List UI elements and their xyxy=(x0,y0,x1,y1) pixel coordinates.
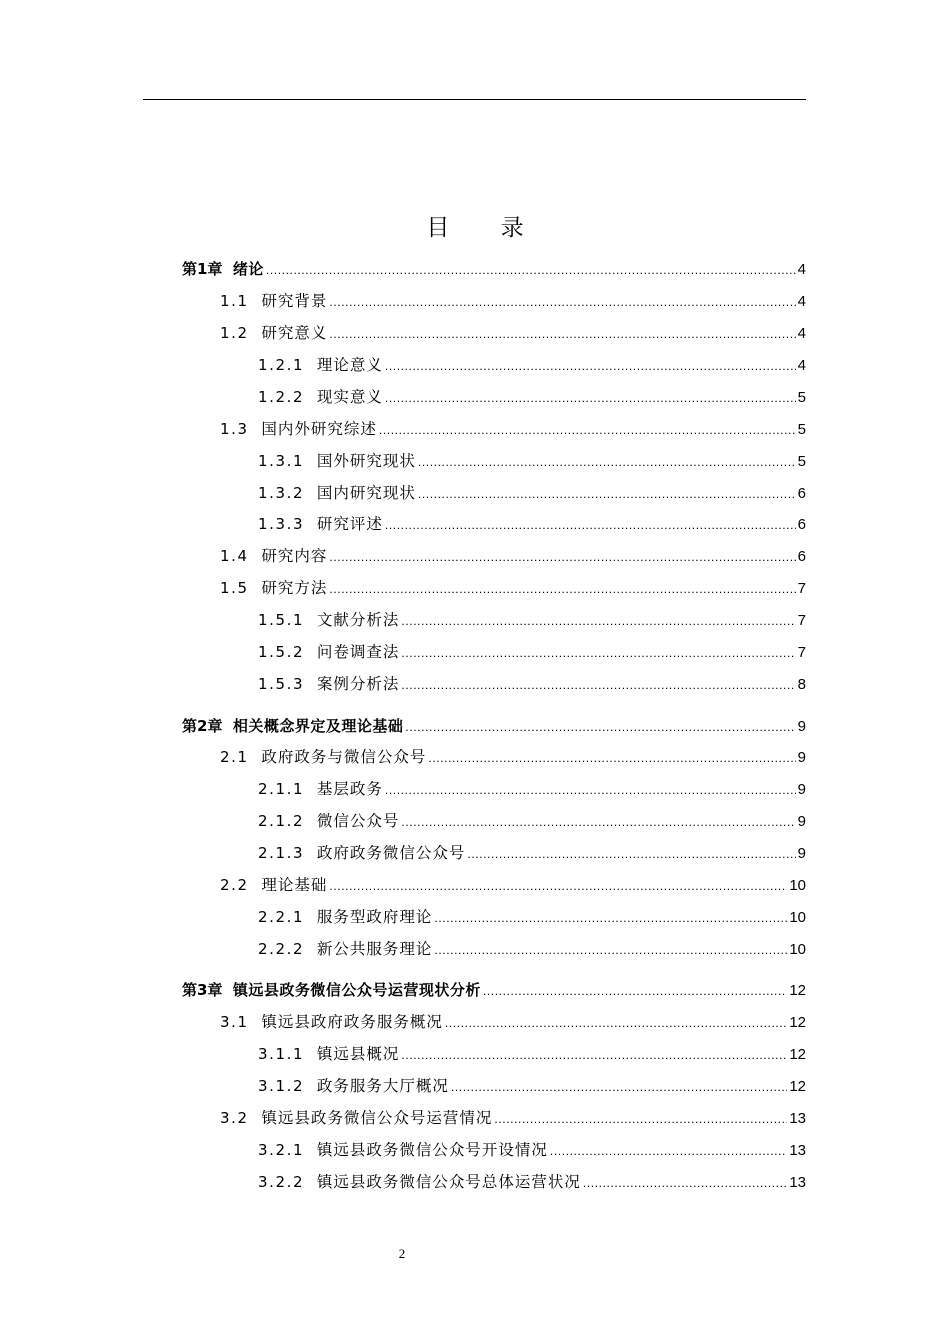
toc-entry-number: 3.2.1 xyxy=(258,1141,317,1159)
toc-entry-page: 10 xyxy=(789,909,806,926)
toc-entry-title: 服务型政府理论 xyxy=(316,908,433,926)
toc-title: 目 录 xyxy=(426,215,546,241)
toc-entry-number: 3.2 xyxy=(220,1109,262,1127)
toc-entry-number: 1.5.1 xyxy=(258,611,317,629)
toc-entry-number: 1.1 xyxy=(220,292,262,310)
toc-entry-number: 3.1 xyxy=(220,1013,262,1031)
toc-leader xyxy=(329,322,795,346)
toc-entry-number: 3.1.2 xyxy=(258,1077,317,1095)
toc-entry[interactable] xyxy=(258,353,806,377)
toc-entry-title: 镇远县政务微信公众号运营现状分析 xyxy=(232,981,481,999)
toc-entry[interactable] xyxy=(258,777,806,801)
toc-entry-title: 研究意义 xyxy=(261,324,328,342)
toc-entry-page: 6 xyxy=(797,516,806,533)
toc-entry-title: 基层政务 xyxy=(316,780,383,798)
toc-leader xyxy=(483,979,787,1003)
toc-entry-title: 微信公众号 xyxy=(316,812,400,830)
toc-entry[interactable] xyxy=(258,1042,806,1066)
toc-entry-page: 9 xyxy=(797,781,806,798)
toc-entry-page: 10 xyxy=(789,941,806,958)
toc-entry[interactable] xyxy=(258,608,806,632)
toc-entry-number: 3.2.2 xyxy=(258,1173,317,1191)
toc-entry-number: 1.3.1 xyxy=(258,452,317,470)
toc-leader xyxy=(550,1139,787,1163)
toc-entry-number: 1.4 xyxy=(220,547,262,565)
toc-entry[interactable] xyxy=(220,1106,806,1130)
toc-leader xyxy=(329,874,787,898)
toc-entry-number: 1.5 xyxy=(220,579,262,597)
toc-entry-number: 1.5.2 xyxy=(258,643,317,661)
toc-entry-page: 9 xyxy=(797,718,806,735)
toc-entry[interactable] xyxy=(220,1010,806,1034)
toc-entry-number: 2.1 xyxy=(220,748,262,766)
toc-entry[interactable] xyxy=(258,1138,806,1162)
toc-leader xyxy=(434,906,787,930)
toc-entry[interactable] xyxy=(258,905,806,929)
toc-entry[interactable] xyxy=(258,672,806,696)
toc-entry-page: 12 xyxy=(789,1078,806,1095)
page-number: 2 xyxy=(398,1246,406,1261)
toc-entry-title: 国内研究现状 xyxy=(316,484,416,502)
toc-entry[interactable] xyxy=(220,873,806,897)
toc-entry-title: 理论意义 xyxy=(316,356,383,374)
toc-entry[interactable] xyxy=(182,978,806,1002)
toc-leader xyxy=(418,450,796,474)
toc-entry-number: 第3章 xyxy=(182,981,233,999)
toc-entry[interactable] xyxy=(220,289,806,313)
toc-entry[interactable] xyxy=(220,417,806,441)
toc-leader xyxy=(401,810,795,834)
toc-entry-number: 1.2.1 xyxy=(258,356,317,374)
toc-entry-number: 1.3 xyxy=(220,420,262,438)
toc-leader xyxy=(583,1171,787,1195)
toc-entry-page: 7 xyxy=(797,580,806,597)
toc-entry-number: 1.3.2 xyxy=(258,484,317,502)
toc-entry-page: 7 xyxy=(797,612,806,629)
toc-entry-title: 镇远县政务微信公众号运营情况 xyxy=(261,1109,493,1127)
toc-entry-number: 第2章 xyxy=(182,717,233,735)
toc-entry[interactable] xyxy=(258,449,806,473)
toc-entry-page: 13 xyxy=(789,1110,806,1127)
toc-entry-title: 政府政务与微信公众号 xyxy=(261,748,427,766)
toc-entry-page: 4 xyxy=(797,261,806,278)
toc-entry-number: 2.2 xyxy=(220,876,262,894)
toc-entry-number: 1.2.2 xyxy=(258,388,317,406)
toc-leader xyxy=(418,482,796,506)
toc-entry-title: 镇远县概况 xyxy=(316,1045,400,1063)
toc-entry-number: 2.2.1 xyxy=(258,908,317,926)
toc-entry-number: 2.1.1 xyxy=(258,780,317,798)
toc-entry-title: 新公共服务理论 xyxy=(316,940,433,958)
toc-leader xyxy=(266,258,796,282)
toc-entry-number: 第1章 xyxy=(182,260,233,278)
toc-entry-number: 2.1.3 xyxy=(258,844,317,862)
toc-entry[interactable] xyxy=(258,385,806,409)
toc-entry[interactable] xyxy=(258,481,806,505)
toc-entry-title: 政务服务大厅概况 xyxy=(316,1077,449,1095)
toc-leader xyxy=(494,1107,787,1131)
toc-entry-page: 4 xyxy=(797,293,806,310)
toc-leader xyxy=(401,1043,787,1067)
toc-leader xyxy=(385,386,796,410)
toc-entry-page: 5 xyxy=(797,453,806,470)
toc-entry[interactable] xyxy=(220,544,806,568)
toc-entry-page: 6 xyxy=(797,485,806,502)
toc-entry-title: 理论基础 xyxy=(261,876,328,894)
toc-entry[interactable] xyxy=(258,937,806,961)
toc-leader xyxy=(401,673,795,697)
toc-leader xyxy=(329,290,795,314)
toc-leader xyxy=(451,1075,787,1099)
toc-entry-page: 13 xyxy=(789,1142,806,1159)
toc-entry-page: 10 xyxy=(789,877,806,894)
toc-leader xyxy=(405,715,795,739)
toc-entry-page: 12 xyxy=(789,1014,806,1031)
toc-entry-title: 相关概念界定及理论基础 xyxy=(232,717,404,735)
toc-entry-page: 5 xyxy=(797,421,806,438)
toc-entry-title: 案例分析法 xyxy=(316,675,400,693)
toc-entry[interactable] xyxy=(258,640,806,664)
toc-entry-title: 政府政务微信公众号 xyxy=(316,844,466,862)
toc-entry[interactable] xyxy=(220,321,806,345)
toc-leader xyxy=(401,641,795,665)
toc-entry-title: 问卷调查法 xyxy=(316,643,400,661)
toc-entry-number: 1.3.3 xyxy=(258,515,317,533)
toc-leader xyxy=(385,354,796,378)
toc-leader xyxy=(329,577,795,601)
toc-entry-title: 研究内容 xyxy=(261,547,328,565)
toc-entry-number: 2.2.2 xyxy=(258,940,317,958)
toc-leader xyxy=(428,746,795,770)
toc-entry[interactable] xyxy=(182,714,806,738)
toc-entry-title: 研究评述 xyxy=(316,515,383,533)
toc-entry[interactable] xyxy=(220,576,806,600)
toc-entry-page: 7 xyxy=(797,644,806,661)
toc-entry[interactable] xyxy=(182,257,806,281)
toc-leader xyxy=(434,938,787,962)
toc-entry-title: 镇远县政务微信公众号开设情况 xyxy=(316,1141,548,1159)
toc-entry-title: 现实意义 xyxy=(316,388,383,406)
toc-entry-page: 6 xyxy=(797,548,806,565)
toc-entry-number: 1.5.3 xyxy=(258,675,317,693)
toc-leader xyxy=(467,842,795,866)
toc-entry-page: 4 xyxy=(797,325,806,342)
toc-entry-number: 3.1.1 xyxy=(258,1045,317,1063)
toc-entry-number: 1.2 xyxy=(220,324,262,342)
toc-entry-title: 研究方法 xyxy=(261,579,328,597)
toc-leader xyxy=(385,513,796,537)
toc-entry[interactable] xyxy=(258,512,806,536)
toc-entry[interactable] xyxy=(220,745,806,769)
toc-entry-page: 12 xyxy=(789,982,806,999)
toc-leader xyxy=(445,1011,787,1035)
toc-leader xyxy=(329,545,795,569)
toc-leader xyxy=(401,609,795,633)
toc-entry-title: 国内外研究综述 xyxy=(261,420,377,438)
toc-entry-page: 5 xyxy=(797,389,806,406)
toc-entry-page: 4 xyxy=(797,357,806,374)
toc-entry[interactable] xyxy=(258,1170,806,1194)
toc-entry-page: 13 xyxy=(789,1174,806,1191)
toc-entry-title: 文献分析法 xyxy=(316,611,400,629)
toc-entry-title: 国外研究现状 xyxy=(316,452,416,470)
toc-leader xyxy=(385,778,796,802)
toc-entry-number: 2.1.2 xyxy=(258,812,317,830)
toc-entry-title: 镇远县政府政务服务概况 xyxy=(261,1013,443,1031)
toc-entry-title: 镇远县政务微信公众号总体运营状况 xyxy=(316,1173,581,1191)
toc-entry[interactable] xyxy=(258,809,806,833)
toc-entry[interactable] xyxy=(258,1074,806,1098)
toc-leader xyxy=(379,418,796,442)
toc-entry-title: 研究背景 xyxy=(261,292,328,310)
toc-entry-page: 8 xyxy=(797,676,806,693)
toc-entry[interactable] xyxy=(258,841,806,865)
toc-entry-page: 9 xyxy=(797,749,806,766)
toc-entry-title: 绪论 xyxy=(232,260,264,278)
toc-entry-page: 9 xyxy=(797,813,806,830)
toc-entry-page: 9 xyxy=(797,845,806,862)
toc-entry-page: 12 xyxy=(789,1046,806,1063)
